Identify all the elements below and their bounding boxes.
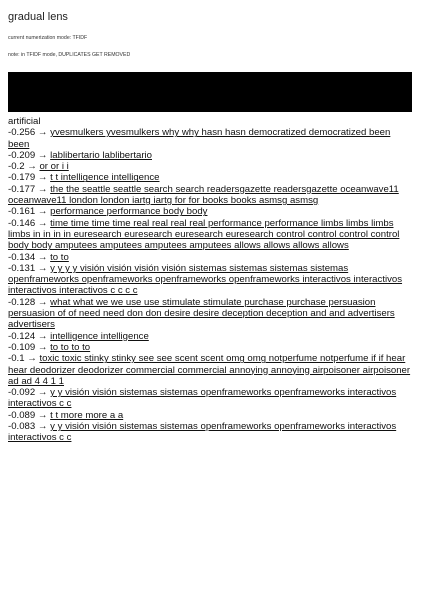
result-words-link[interactable]: time time time time real real real real performance performance limbs limbs limbs limbs in in in in euresearch euresearch euresearch euresearch control control control control body body amputees amputees amputees amputees allows allows allows allows (8, 217, 400, 252)
result-score: -0.256 → (8, 127, 48, 139)
result-entry (8, 206, 412, 217)
result-words-link[interactable]: y y y y visión visión visión visión sistemas sistemas sistemas sistemas openframeworks openframeworks openframeworks openframeworks interactivos interactivos interactivos interactivos c c c c (8, 262, 403, 297)
result-entry (8, 263, 412, 297)
result-words-link[interactable]: y y visión visión sistemas sistemas openframeworks openframeworks interactivos interactivos c c (8, 421, 397, 444)
result-score: -0.134 → (8, 251, 48, 263)
page-title: gradual lens (8, 11, 68, 23)
results-list (8, 116, 412, 444)
result-words-link[interactable]: the the seattle seattle search search readersgazette readersgazette oceanwave11 oceanwave11 london london iartg iartg for for books books asmsg asmsg (8, 183, 399, 207)
result-entry (8, 331, 412, 342)
result-score: -0.179 → (8, 172, 48, 184)
result-words-link[interactable]: toxic toxic stinky stinky see see scent scent omg omg notperfume notperfume if if hear hear deodorizer deodorizer commercial commercial annoying annoying airpoisoner airpoisoner ad ad 4 4 1 1 (8, 353, 411, 387)
numerization-mode-text: current numerization mode: TFIDF (8, 35, 88, 41)
result-entry (8, 252, 412, 263)
result-entry (8, 387, 412, 410)
result-entry (8, 184, 412, 207)
mode-note-text: note: in TFIDF mode, DUPLICATES GET REMOVED (8, 52, 131, 58)
result-score: -0.209 → (8, 149, 48, 161)
result-words-link[interactable]: t t more more a a (50, 409, 124, 421)
result-entry (8, 172, 412, 183)
black-bar (8, 72, 412, 112)
result-score: -0.092 → (8, 387, 48, 399)
result-score: -0.083 → (8, 421, 48, 433)
result-score: -0.161 → (8, 206, 48, 218)
result-words-link[interactable]: lablibertario lablibertario (50, 149, 152, 161)
result-score: -0.177 → (8, 183, 48, 195)
result-score: -0.131 → (8, 262, 48, 274)
result-words-link[interactable]: to to to to (50, 341, 91, 353)
result-score: -0.124 → (8, 330, 48, 342)
result-words-link[interactable]: to to (50, 251, 69, 263)
result-score: -0.128 → (8, 296, 48, 308)
result-words-link[interactable]: performance performance body body (50, 206, 208, 218)
result-entry (8, 218, 412, 252)
result-entry (8, 410, 412, 421)
result-entry (8, 297, 412, 331)
result-words-link[interactable]: y y visión visión sistemas sistemas openframeworks openframeworks interactivos interactivos c c (8, 387, 397, 410)
result-words-link[interactable]: intelligence intelligence (50, 330, 149, 342)
result-entry (8, 421, 412, 444)
result-entry (8, 353, 412, 387)
result-score: -0.2 → (8, 161, 37, 173)
result-entry (8, 150, 412, 161)
result-words-link[interactable]: what what we we use use stimulate stimulate purchase purchase persuasion persuasion of of need need don don desire desire deception deception and and advertisers advertisers (8, 296, 395, 331)
result-score: -0.109 → (8, 341, 48, 353)
result-words-link[interactable]: yvesmulkers yvesmulkers why why hasn hasn democratized democratized been been (8, 127, 391, 150)
result-words-link[interactable]: t t intelligence intelligence (50, 172, 160, 184)
result-entry (8, 127, 412, 150)
result-words-link[interactable]: or or i i (39, 161, 69, 173)
result-entry (8, 161, 412, 172)
result-score: -0.146 → (8, 217, 48, 229)
result-score: -0.1 → (8, 353, 37, 365)
query-label: artificial (8, 116, 41, 127)
result-score: -0.089 → (8, 409, 48, 421)
result-entry (8, 342, 412, 353)
